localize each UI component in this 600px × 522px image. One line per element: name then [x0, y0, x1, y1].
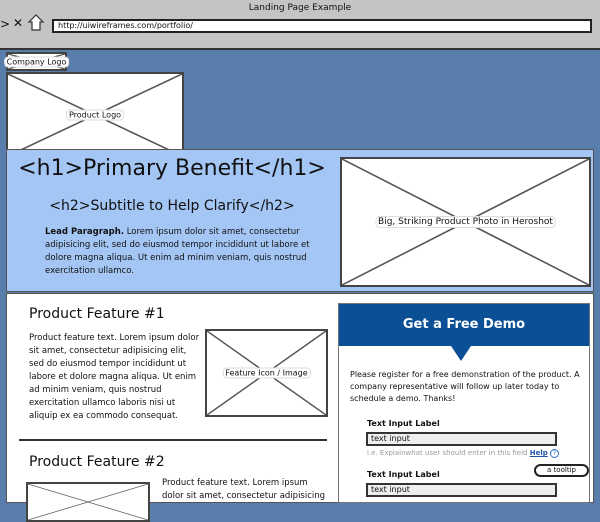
help-link[interactable]: Help [529, 449, 548, 457]
field-1-label: Text Input Label [367, 419, 440, 428]
hero-h1: <h1>Primary Benefit</h1> [18, 156, 326, 181]
demo-title: Get a Free Demo [339, 304, 589, 346]
hero-photo [340, 157, 591, 287]
company-logo-label: Company Logo [4, 56, 70, 67]
company-logo [6, 52, 67, 71]
demo-intro: Please register for a free demonstration of the product. A company representative will follow up later today to schedule a demo. Thanks! [350, 370, 580, 403]
lead-text: Lorem ipsum dolor sit amet, consectetur adipisicing elit, sed do eiusmod tempor incididunt ut labore et dolore magna aliqua. Ut enim ad minim veniam, quis nostrud exercitation ullamco. [45, 227, 310, 276]
field-1-hint [367, 449, 559, 458]
hero-h2: <h2>Subtitle to Help Clarify</h2> [49, 198, 295, 214]
pointer-arrow [451, 346, 471, 361]
feature-2-text: Product feature text. Lorem ipsum dolor sit amet, consectetur adipisicing [162, 478, 326, 501]
lead-bold: Lead Paragraph. [45, 227, 125, 237]
hint-text: i.e. Explainwhat user should enter in this field [367, 449, 528, 457]
product-logo [6, 72, 184, 158]
browser-chrome [0, 0, 600, 50]
help-icon[interactable]: ? [550, 449, 559, 458]
divider [19, 439, 327, 441]
url-input[interactable]: http://uiwireframes.com/portfolio/ [52, 19, 592, 33]
hero-photo-label: Big, Striking Product Photo in Heroshot [375, 216, 556, 228]
feature-2-title: Product Feature #2 [29, 454, 165, 470]
demo-form-panel [338, 303, 590, 503]
window-title: Landing Page Example [248, 3, 352, 13]
feature-1-title: Product Feature #1 [29, 306, 165, 322]
tooltip: a tooltip [534, 464, 589, 477]
field-1-input[interactable]: text input [366, 432, 557, 446]
product-logo-label: Product Logo [66, 110, 124, 121]
home-icon[interactable] [28, 14, 44, 36]
field-2-input[interactable]: text input [366, 483, 557, 497]
lead-paragraph [45, 226, 325, 278]
feature-1-image [205, 329, 328, 417]
feature-2-image [26, 482, 150, 522]
feature-1-text: Product feature text. Lorem ipsum dolor sit amet, consectetur adipisicing elit, sed do eiusmod tempor incididunt ut labore et dolore magna aliqua. Ut enim ad minim veniam, quis nostrud exercitation ullamco laboris nisi ut aliquip ex ea commodo consequat. [29, 333, 200, 421]
close-icon[interactable]: ✕ [13, 16, 24, 30]
feature-1-image-label: Feature Icon / Image [222, 368, 310, 379]
field-2-label: Text Input Label [367, 470, 440, 479]
forward-icon[interactable]: > [0, 17, 11, 31]
hero-section [6, 149, 594, 292]
